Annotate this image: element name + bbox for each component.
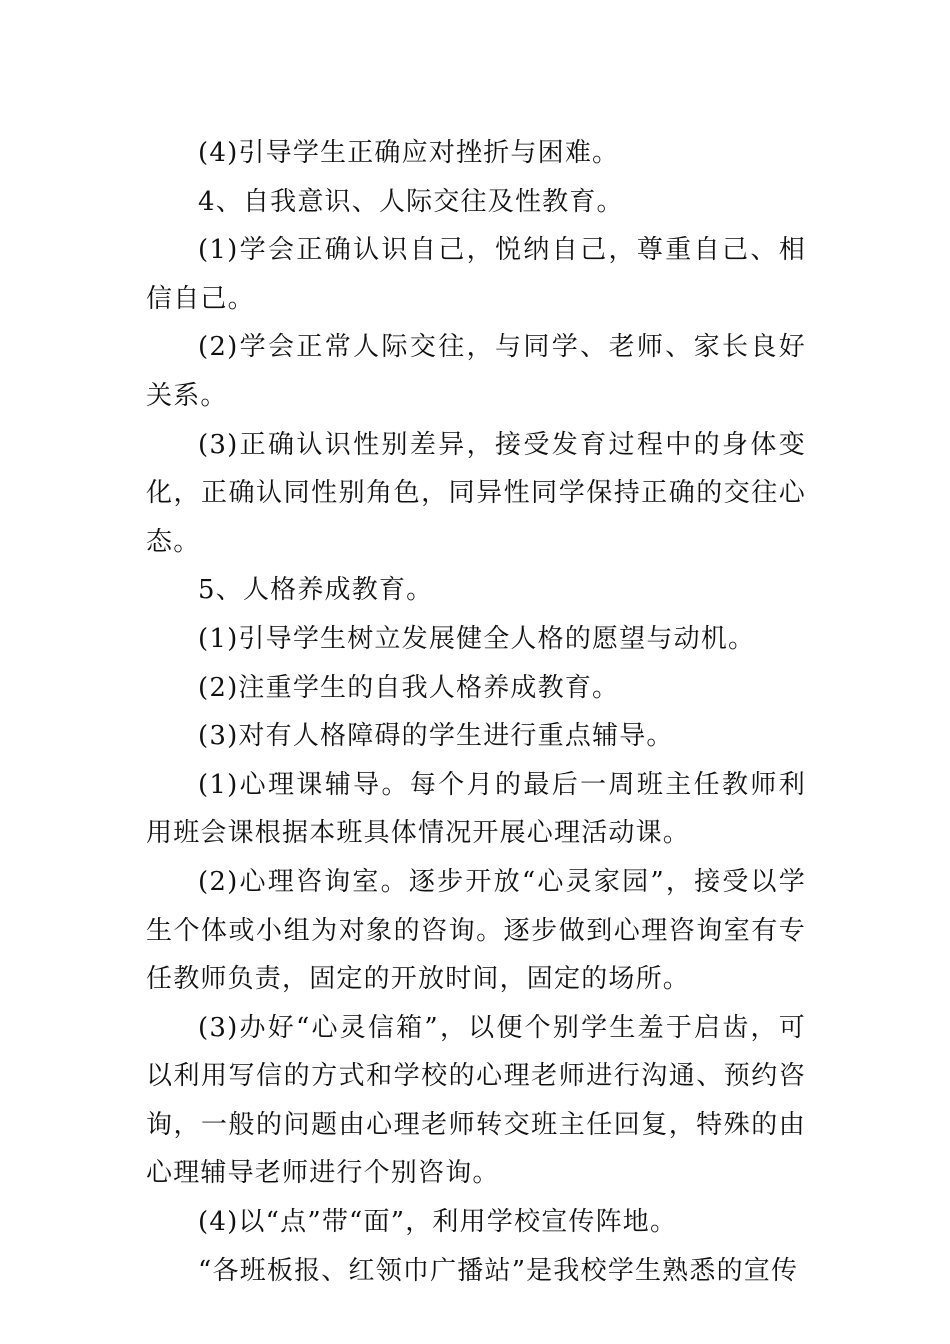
paragraph-item-3-counseling: (3)对有人格障碍的学生进行重点辅导。 xyxy=(198,721,674,752)
paragraph-item-3-gender: (3)正确认识性别差异，接受发育过程中的身体变化，正确认同性别角色，同异性同学保持正确的交往心态。 xyxy=(146,429,806,557)
paragraph-item-2-counseling-room: (2)心理咨询室。逐步开放“心灵家园”，接受以学生个体或小组为对象的咨询。逐步做到心理咨询室有专任教师负责，固定的开放时间，固定的场所。 xyxy=(146,866,806,995)
paragraph-item-1-self-awareness: (1)学会正确认识自己，悦纳自己，尊重自己、相信自己。 xyxy=(146,235,806,314)
section-heading-5: 5、人格养成教育。 xyxy=(198,575,434,606)
paragraph-item-1-personality-goal: (1)引导学生树立发展健全人格的愿望与动机。 xyxy=(198,623,756,654)
paragraph-item-4-frustration: (4)引导学生正确应对挫折与困难。 xyxy=(198,138,620,168)
paragraph-item-3-mailbox: (3)办好“心灵信箱”，以便个别学生羞于启齿，可以利用写信的方式和学校的心理老师进行沟通、预约咨询，一般的问题由心理老师转交班主任回复，特殊的由心理辅导老师进行个别咨询。 xyxy=(146,1012,806,1189)
paragraph-item-4-publicity: (4)以“点”带“面”，利用学校宣传阵地。 xyxy=(198,1207,678,1238)
section-heading-4: 4、自我意识、人际交往及性教育。 xyxy=(198,186,624,217)
paragraph-item-2-relationships: (2)学会正常人际交往，与同学、老师、家长良好关系。 xyxy=(146,332,806,411)
document-body xyxy=(146,129,806,1295)
paragraph-publicity-intro: “各班板报、红领巾广播站”是我校学生熟悉的宣传 xyxy=(198,1255,799,1286)
paragraph-item-1-psych-class: (1)心理课辅导。每个月的最后一周班主任教师利用班会课根据本班具体情况开展心理活动课。 xyxy=(146,769,806,849)
paragraph-item-2-personality-education: (2)注重学生的自我人格养成教育。 xyxy=(198,672,620,703)
